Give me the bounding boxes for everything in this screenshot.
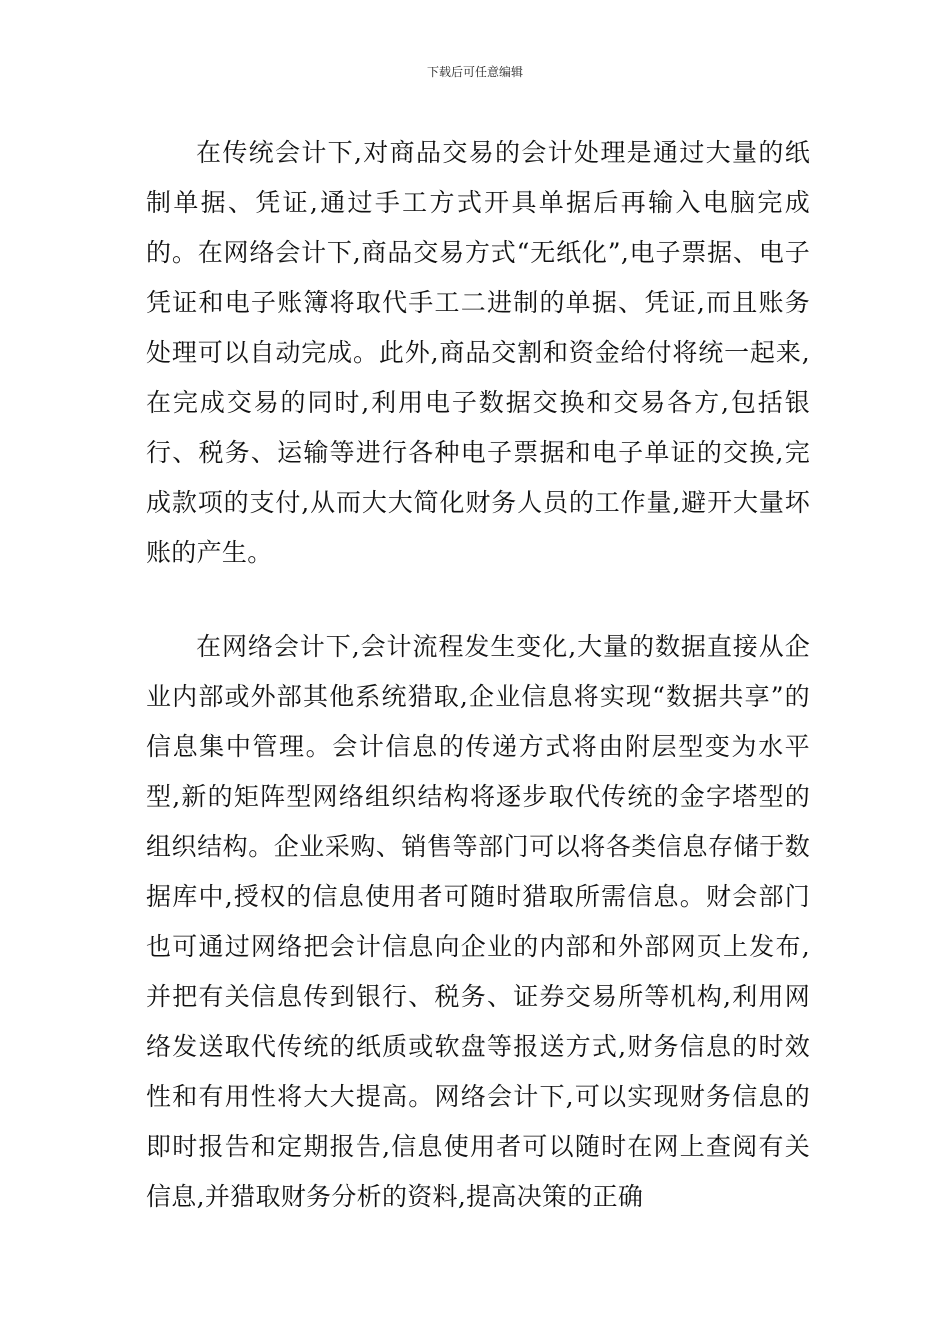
paragraph-1: 在传统会计下,对商品交易的会计处理是通过大量的纸制单据、凭证,通过手工方式开具单据后再输入电脑完成的。在网络会计下,商品交易方式“无纸化”,电子票据、电子凭证和电子账簿将取代手工二进制的单据、凭证,而且账务处理可以自动完成。此外,商品交割和资金给付将统一起来,在完成交易的同时,利用电子数据交换和交易各方,包括银行、税务、运输等进行各种电子票据和电子单证的交换,完成款项的支付,从而大大简化财务人员的工作量,避开大量坏账的产生。 [146, 138, 810, 567]
paragraph-block [146, 622, 810, 1222]
paragraph-2: 在网络会计下,会计流程发生变化,大量的数据直接从企业内部或外部其他系统猎取,企业信息将实现“数据共享”的信息集中管理。会计信息的传递方式将由附层型变为水平型,新的矩阵型网络组织结构将逐步取代传统的金字塔型的组织结构。企业采购、销售等部门可以将各类信息存储于数据库中,授权的信息使用者可随时猎取所需信息。财会部门也可通过网络把会计信息向企业的内部和外部网页上发布,并把有关信息传到银行、税务、证券交易所等机构,利用网络发送取代传统的纸质或软盘等报送方式,财务信息的时效性和有用性将大大提高。网络会计下,可以实现财务信息的即时报告和定期报告,信息使用者可以随时在网上查阅有关信息,并猎取财务分析的资料,提高决策的正确 [146, 632, 810, 1211]
page-header: 下载后可任意编辑 [426, 65, 523, 79]
paragraph-block [146, 128, 810, 578]
